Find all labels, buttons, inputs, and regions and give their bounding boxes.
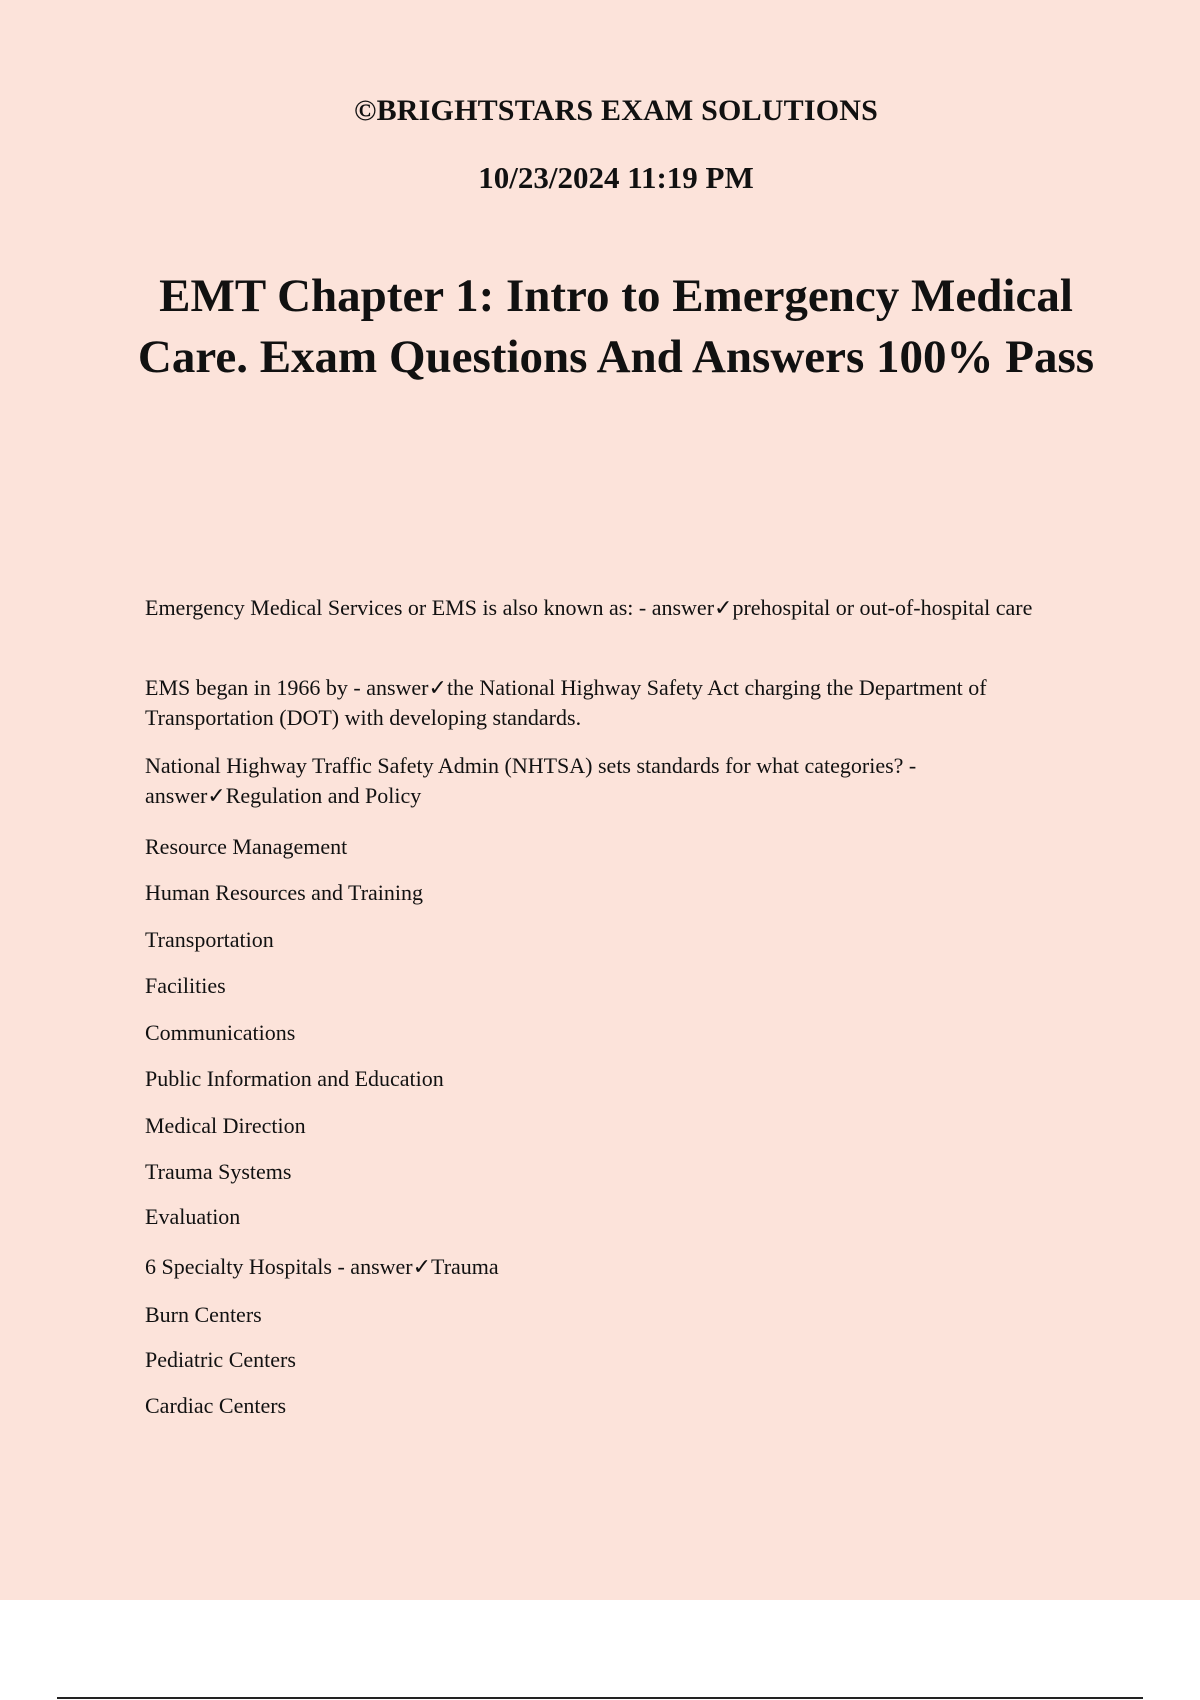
header-brand: ©BRIGHTSTARS EXAM SOLUTIONS [353,94,879,127]
list-item: Facilities [145,973,226,998]
list-item: Resource Management [145,834,348,859]
footer-divider [57,1697,1143,1699]
list-item: Trauma Systems [145,1159,292,1184]
list-item: Human Resources and Training [145,880,424,905]
list-item: Pediatric Centers [145,1347,296,1372]
list-item: Cardiac Centers [145,1393,287,1418]
header-datetime: 10/23/2024 11:19 PM [478,160,754,195]
qa-item: EMS began in 1966 by - answer✓the National Highway Safety Act charging the Department of Transportation (DOT) with developing standards. [145,675,987,730]
list-item: Burn Centers [145,1302,262,1327]
list-item: Public Information and Education [145,1066,444,1091]
list-item: Evaluation [145,1204,241,1229]
qa-item: Emergency Medical Services or EMS is also known as: - answer✓prehospital or out-of-hospital care [145,595,1033,620]
list-item: Communications [145,1020,296,1045]
qa-item: 6 Specialty Hospitals - answer✓Trauma [145,1254,499,1279]
qa-item: National Highway Traffic Safety Admin (NHTSA) sets standards for what categories? - answer✓Regulation and Policy [145,753,917,808]
document-title: EMT Chapter 1: Intro to Emergency Medical Care. Exam Questions And Answers 100% Pass [137,270,1095,383]
list-item: Medical Direction [145,1113,306,1138]
list-item: Transportation [145,927,274,952]
